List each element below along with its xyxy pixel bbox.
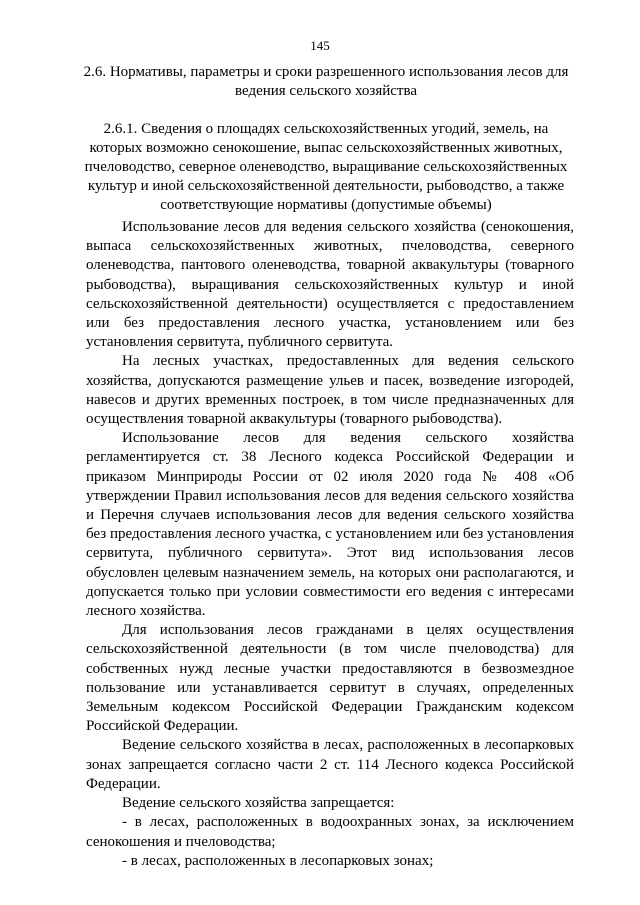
list-item: - в лесах, расположенных в лесопарковых зонах; (122, 852, 434, 869)
paragraph: На лесных участках, предоставленных для ведения сельского хозяйства, допускаются размещение ульев и пасек, возведение изгородей, навесов и других временных построек, в том числе предназначенных для осуществления товарной аквакультуры (товарного рыбоводства). (86, 353, 574, 428)
list-item: - в лесах, расположенных в водоохранных зонах, за исключением сенокошения и пчеловодства; (86, 814, 574, 850)
page-number: 145 (310, 38, 330, 53)
paragraph: Использование лесов для ведения сельского хозяйства (сенокошения, выпаса сельскохозяйственных животных, пчеловодства, северного оленеводства, пантового оленеводства, товарной аквакультуры (товарного рыбоводства), выращивания сельскохозяйственных культур и иной сельскохозяйственной деятельности) осуществляется с предоставлением или без предоставления лесного участка, установлением или без установления сервитута, публичного сервитута. (86, 219, 574, 351)
body-text (86, 218, 574, 871)
paragraph: Ведение сельского хозяйства в лесах, расположенных в лесопарковых зонах запрещается согласно части 2 ст. 114 Лесного кодекса Российской Федерации. (86, 737, 574, 792)
section-heading: 2.6. Нормативы, параметры и сроки разрешенного использования лесов для ведения сельского хозяйства (83, 64, 569, 99)
paragraph: Ведение сельского хозяйства запрещается: (122, 795, 395, 812)
subsection-heading: 2.6.1. Сведения о площадях сельскохозяйственных угодий, земель, на которых возможно сенокошение, выпас сельскохозяйственных животных, пчеловодство, северное оленеводство, выращивание сельскохозяйственных культур и иной сельскохозяйственной деятельности, рыбоводство, а также соответствующие нормативы (допустимые объемы) (84, 121, 568, 213)
paragraph: Для использования лесов гражданами в целях осуществления сельскохозяйственной деятельности (в том числе пчеловодства) для собственных нужд лесные участки предоставляются в безвозмездное пользование или устанавливается сервитут в случаях, определенных Земельным кодексом Российской Федерации Гражданским кодексом Российской Федерации. (86, 622, 574, 735)
paragraph: Использование лесов для ведения сельского хозяйства регламентируется ст. 38 Лесного кодекса Российской Федерации и приказом Минприроды России от 02 июля 2020 года № 408 «Об утверждении Правил использования лесов для ведения сельского хозяйства и Перечня случаев использования лесов для ведения сельского хозяйства без предоставления лесного участка, с установлением или без установления сервитута, публичного сервитута». Этот вид использования лесов обусловлен целевым назначением земель, на которых они располагаются, и допускается только при условии совместимости его ведения с интересами лесного хозяйства. (86, 430, 574, 620)
